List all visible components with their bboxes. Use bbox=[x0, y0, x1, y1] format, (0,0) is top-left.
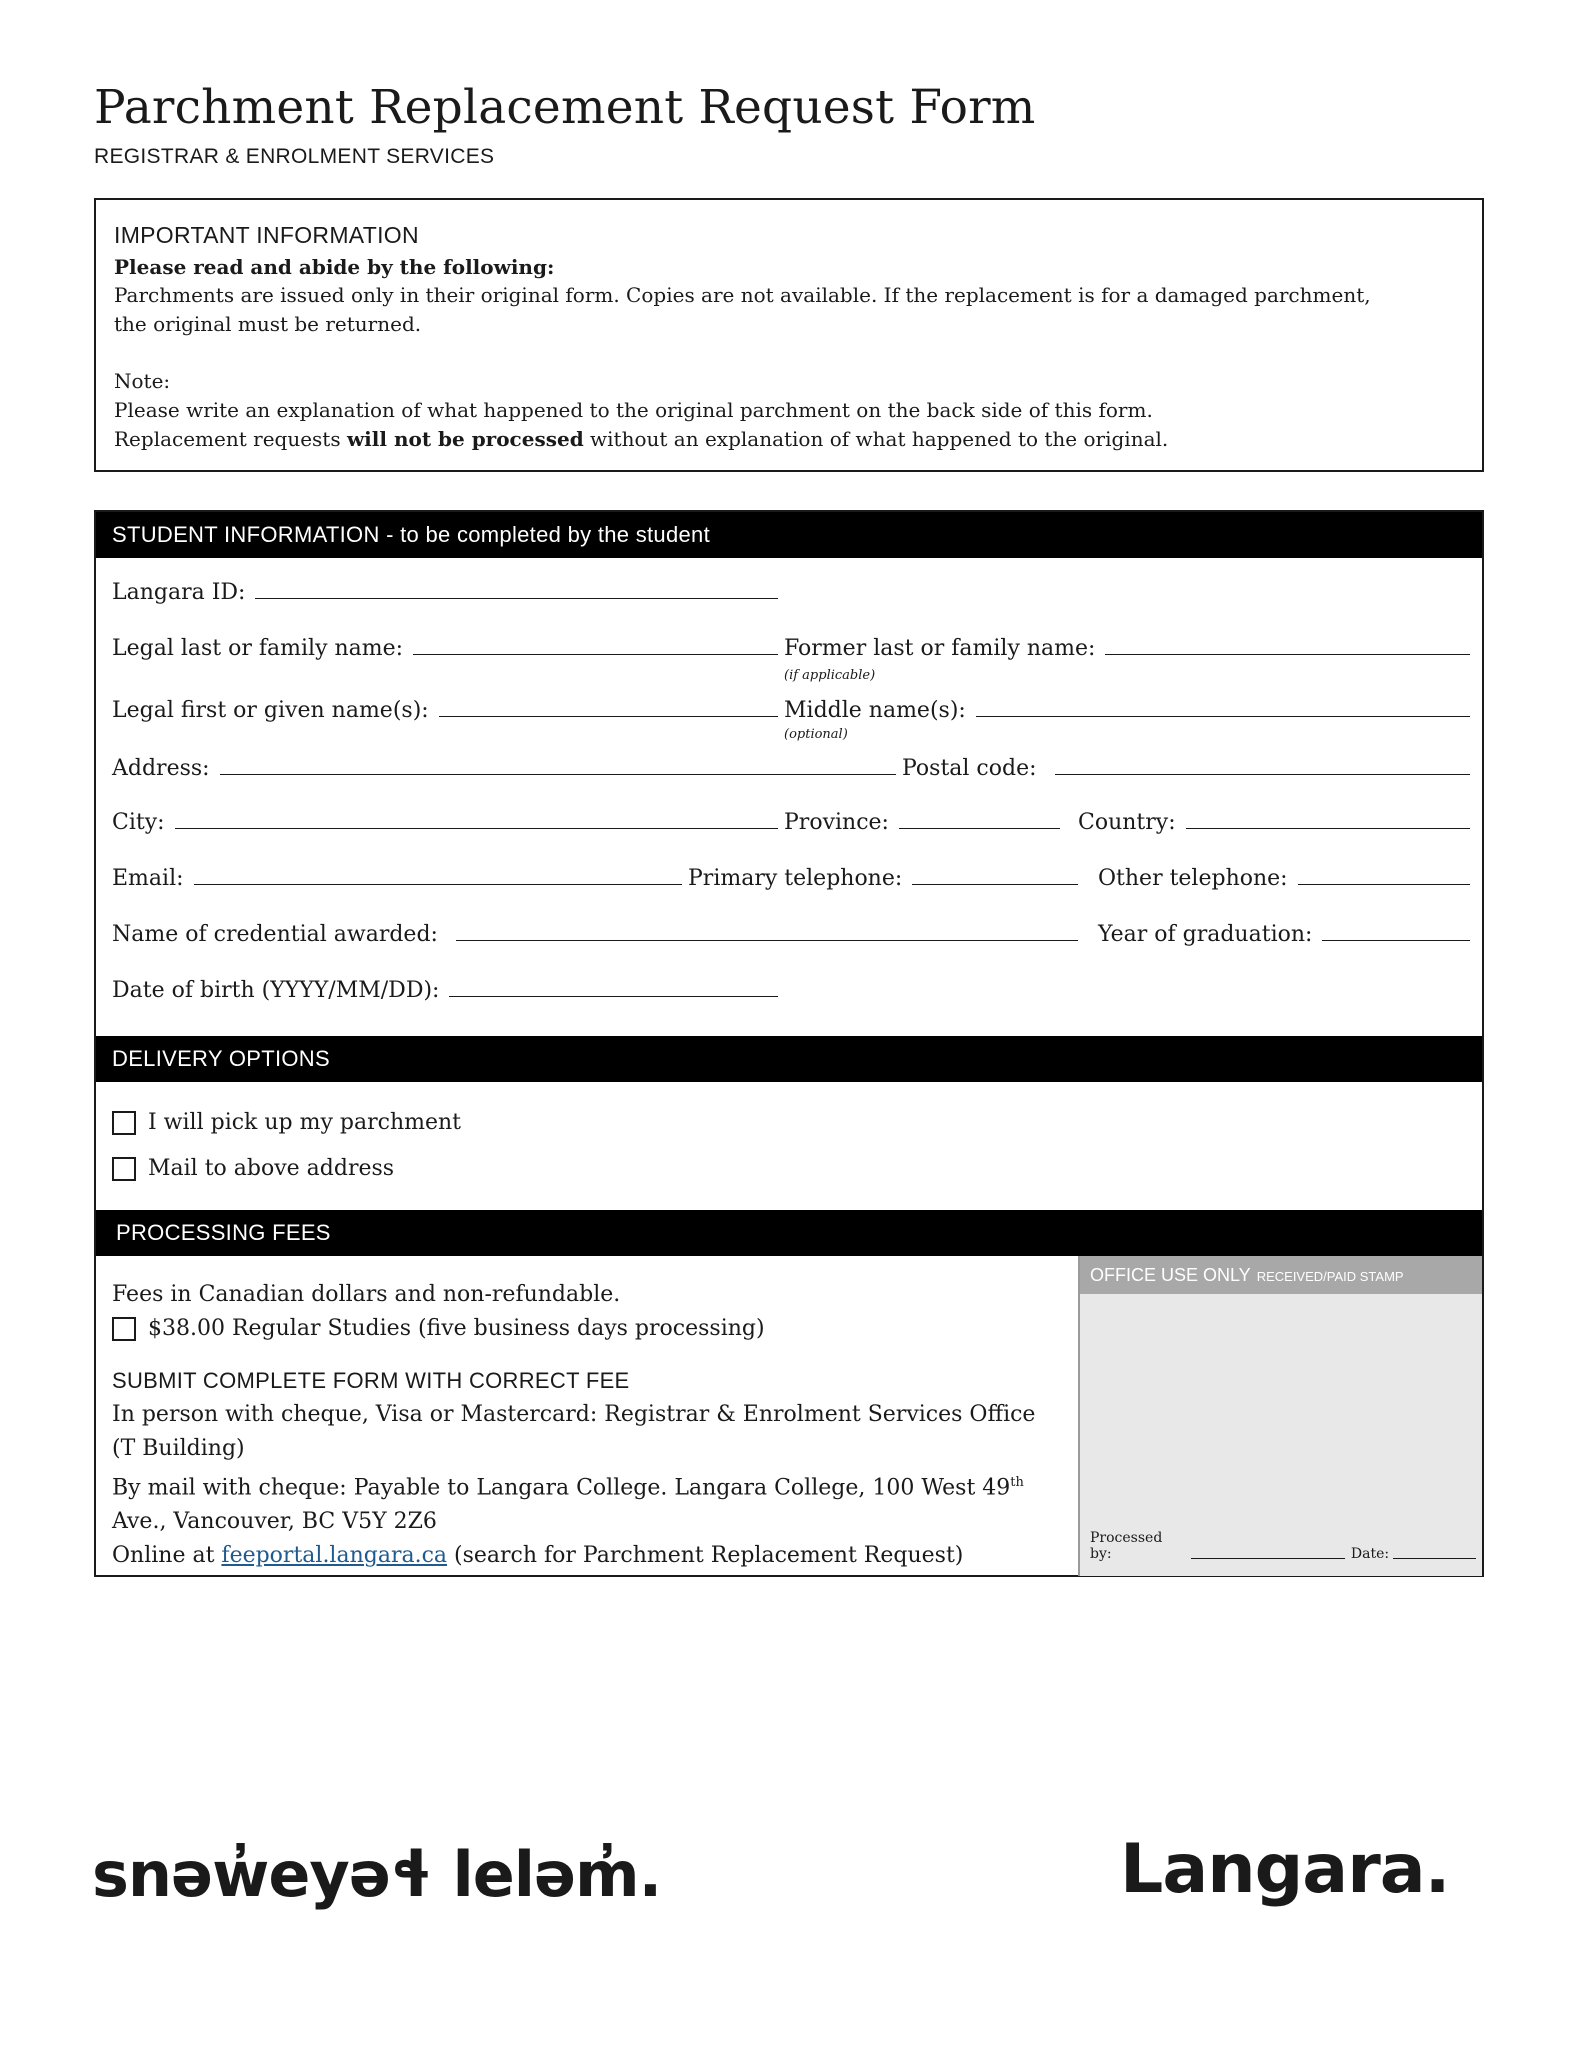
year-of-graduation-line[interactable] bbox=[1322, 940, 1470, 941]
mail-option-label: Mail to above address bbox=[148, 1156, 395, 1181]
legal-last-name-field[interactable] bbox=[112, 636, 778, 661]
mail-instructions-end: Ave., Vancouver, BC V5Y 2Z6 bbox=[112, 1509, 437, 1535]
processing-fees-header: PROCESSING FEES bbox=[96, 1210, 1482, 1256]
important-lead: Please read and abide by the following: bbox=[114, 255, 555, 279]
city-line[interactable] bbox=[175, 828, 778, 829]
country-line[interactable] bbox=[1186, 828, 1470, 829]
email-line[interactable] bbox=[194, 884, 682, 885]
langara-id-label: Langara ID: bbox=[112, 580, 246, 605]
country-label: Country: bbox=[1078, 810, 1176, 835]
form-box bbox=[94, 510, 1484, 1577]
fees-note: Fees in Canadian dollars and non-refundable. bbox=[112, 1282, 621, 1307]
other-telephone-label: Other telephone: bbox=[1098, 866, 1288, 891]
primary-telephone-field[interactable] bbox=[688, 866, 1078, 891]
office-date-label: Date: bbox=[1350, 1546, 1390, 1562]
processed-by-line[interactable] bbox=[1191, 1558, 1345, 1559]
submit-heading: SUBMIT COMPLETE FORM WITH CORRECT FEE bbox=[112, 1368, 630, 1393]
primary-telephone-label: Primary telephone: bbox=[688, 866, 903, 891]
primary-telephone-line[interactable] bbox=[912, 884, 1078, 885]
postal-code-label: Postal code: bbox=[902, 756, 1037, 781]
note-line-1: Please write an explanation of what happened to the original parchment on the back side of this form. bbox=[114, 398, 1153, 422]
important-information-box bbox=[94, 198, 1484, 472]
country-field[interactable] bbox=[1078, 810, 1470, 835]
city-label: City: bbox=[112, 810, 165, 835]
mail-instructions bbox=[112, 1466, 1052, 1539]
regular-studies-option[interactable] bbox=[112, 1316, 765, 1341]
office-use-subtitle: RECEIVED/PAID STAMP bbox=[1256, 1269, 1404, 1284]
middle-name-field[interactable] bbox=[784, 698, 1470, 723]
note-line-2-start: Replacement requests bbox=[114, 427, 347, 451]
note-line-2-end: without an explanation of what happened to the original. bbox=[583, 427, 1169, 451]
langara-id-field[interactable] bbox=[112, 580, 778, 605]
office-use-title: OFFICE USE ONLY bbox=[1090, 1265, 1251, 1285]
note-line-2 bbox=[114, 425, 1464, 454]
middle-name-label: Middle name(s): bbox=[784, 698, 966, 723]
pickup-option-label: I will pick up my parchment bbox=[148, 1110, 462, 1135]
submit-instructions bbox=[112, 1398, 1052, 1573]
address-field[interactable] bbox=[112, 756, 896, 781]
credential-line[interactable] bbox=[456, 940, 1078, 941]
hәn-q̓әminәm-wordmark: snəw̓eyəɬ leləm̓. bbox=[92, 1838, 662, 1911]
mail-instructions-start: By mail with cheque: Payable to Langara College. Langara College, 100 West 49 bbox=[112, 1475, 1011, 1501]
page-subtitle: REGISTRAR & ENROLMENT SERVICES bbox=[94, 145, 495, 168]
postal-code-field[interactable] bbox=[902, 756, 1470, 781]
processed-by-label: Processed by: bbox=[1090, 1530, 1163, 1562]
legal-first-name-field[interactable] bbox=[112, 698, 778, 723]
office-use-panel bbox=[1078, 1256, 1482, 1576]
note-label: Note: bbox=[114, 369, 171, 393]
online-prefix: Online at bbox=[112, 1543, 222, 1569]
pickup-checkbox[interactable] bbox=[112, 1111, 136, 1135]
address-label: Address: bbox=[112, 756, 210, 781]
office-use-footer bbox=[1090, 1530, 1476, 1562]
city-field[interactable] bbox=[112, 810, 778, 835]
delivery-options-header: DELIVERY OPTIONS bbox=[96, 1036, 1482, 1082]
langara-logo: Langara. bbox=[1120, 1830, 1450, 1909]
mail-option[interactable] bbox=[112, 1156, 394, 1181]
former-last-name-line[interactable] bbox=[1105, 654, 1470, 655]
date-of-birth-field[interactable] bbox=[112, 978, 778, 1003]
student-info-header: STUDENT INFORMATION - to be completed by the student bbox=[96, 512, 1482, 558]
langara-id-line[interactable] bbox=[255, 598, 778, 599]
province-label: Province: bbox=[784, 810, 889, 835]
legal-first-name-line[interactable] bbox=[439, 716, 778, 717]
former-last-name-label: Former last or family name: bbox=[784, 636, 1096, 661]
office-date-line[interactable] bbox=[1393, 1558, 1476, 1559]
date-of-birth-line[interactable] bbox=[449, 996, 778, 997]
credential-label: Name of credential awarded: bbox=[112, 922, 438, 947]
former-last-name-hint: (if applicable) bbox=[784, 668, 876, 683]
legal-last-name-line[interactable] bbox=[413, 654, 778, 655]
email-label: Email: bbox=[112, 866, 184, 891]
credential-field[interactable] bbox=[112, 922, 1078, 947]
mail-checkbox[interactable] bbox=[112, 1157, 136, 1181]
fee-portal-link[interactable]: feeportal.langara.ca bbox=[221, 1543, 448, 1569]
regular-studies-label: $38.00 Regular Studies (five business days processing) bbox=[148, 1316, 765, 1341]
note-line-2-emphasis: will not be processed bbox=[346, 427, 584, 451]
online-instructions bbox=[112, 1539, 1052, 1573]
page-title: Parchment Replacement Request Form bbox=[94, 80, 1036, 135]
address-line[interactable] bbox=[220, 774, 896, 775]
year-of-graduation-label: Year of graduation: bbox=[1098, 922, 1313, 947]
postal-code-line[interactable] bbox=[1055, 774, 1470, 775]
other-telephone-field[interactable] bbox=[1098, 866, 1470, 891]
legal-first-name-label: Legal first or given name(s): bbox=[112, 698, 429, 723]
middle-name-hint: (optional) bbox=[784, 727, 848, 742]
important-note bbox=[114, 367, 1464, 454]
online-suffix: (search for Parchment Replacement Request) bbox=[447, 1543, 964, 1569]
email-field[interactable] bbox=[112, 866, 682, 891]
regular-studies-checkbox[interactable] bbox=[112, 1317, 136, 1341]
pickup-option[interactable] bbox=[112, 1110, 461, 1135]
middle-name-line[interactable] bbox=[976, 716, 1470, 717]
office-use-header bbox=[1080, 1256, 1482, 1294]
former-last-name-field[interactable] bbox=[784, 636, 1470, 661]
important-heading: IMPORTANT INFORMATION bbox=[114, 222, 419, 248]
year-of-graduation-field[interactable] bbox=[1098, 922, 1470, 947]
legal-last-name-label: Legal last or family name: bbox=[112, 636, 404, 661]
other-telephone-line[interactable] bbox=[1298, 884, 1470, 885]
mail-instructions-ordinal: th bbox=[1010, 1475, 1024, 1490]
province-field[interactable] bbox=[784, 810, 1060, 835]
in-person-instructions: In person with cheque, Visa or Mastercard: Registrar & Enrolment Services Office (T Building) bbox=[112, 1402, 1036, 1461]
province-line[interactable] bbox=[899, 828, 1060, 829]
date-of-birth-label: Date of birth (YYYY/MM/DD): bbox=[112, 978, 440, 1003]
important-text: Parchments are issued only in their original form. Copies are not available. If the replacement is for a damaged parchment, the original must be returned. bbox=[114, 283, 1371, 336]
